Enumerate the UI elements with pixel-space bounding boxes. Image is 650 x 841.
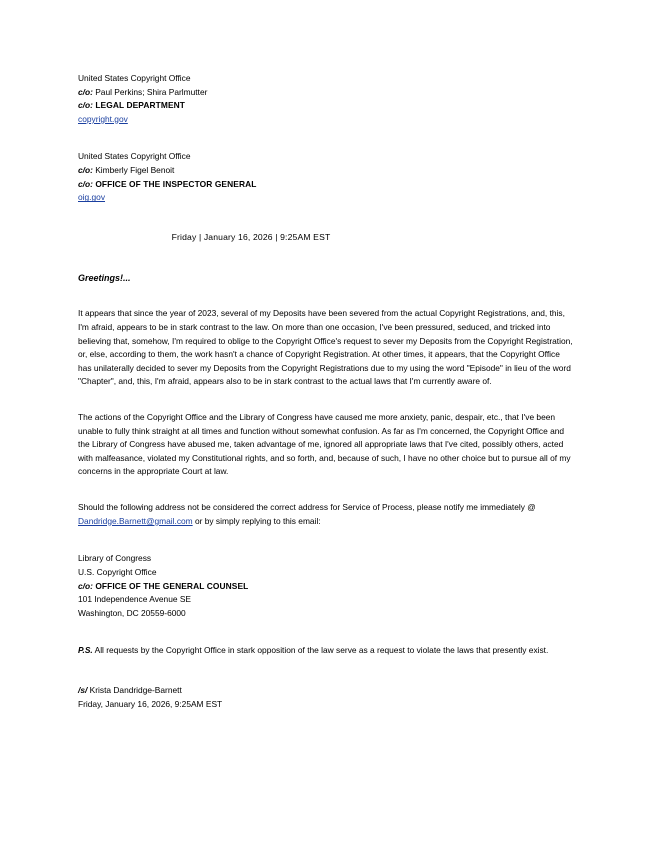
co-label: c/o: <box>78 86 93 97</box>
co-label: c/o: <box>78 580 93 591</box>
recipient-organization: United States Copyright Office <box>78 73 191 83</box>
recipient-attention-line <box>78 164 574 178</box>
block-spacer <box>78 140 574 150</box>
postscript-label: P.S. <box>78 645 93 656</box>
recipient-department: OFFICE OF THE INSPECTOR GENERAL <box>92 178 257 189</box>
oig-gov-link[interactable]: oig.gov <box>78 192 106 203</box>
service-address-line-1: Library of Congress <box>78 553 152 564</box>
service-of-process-notice <box>78 501 574 528</box>
body-paragraph-2: The actions of the Copyright Office and the Library of Congress have caused me more anxiety, panic, despair, etc., that I've been unable to fully think straight at all times and function without somewhat confusion. As far as I'm concerned, the Copyright Office and the Library of Congress have abused me, taken advantage of me, ignored all appropriate laws that I've cited, possibly others, acted with malfeasance, violated my Constitutional rights, and so forth, and, because of such, I have no other choice but to pursue all of my concerns in the appropriate Court at law. <box>78 412 571 477</box>
signature-name: Krista Dandridge-Barnett <box>87 684 182 695</box>
co-label: c/o: <box>78 178 93 189</box>
service-address-department-line <box>78 580 574 594</box>
recipient-block-legal-department <box>78 72 574 126</box>
service-address-department: OFFICE OF THE GENERAL COUNSEL <box>92 580 249 591</box>
recipient-block-inspector-general <box>78 150 574 204</box>
service-address-line-2: U.S. Copyright Office <box>78 566 157 577</box>
notice-text-before-email: Should the following address not be considered the correct address for Service of Process, please notify me immediately @ <box>78 502 536 513</box>
signature-name-line <box>78 684 574 698</box>
body-paragraph-1: It appears that since the year of 2023, several of my Deposits have been severed from the actual Copyright Registrations, and, this, I'm afraid, appears to be in stark contrast to the law. On more than one occasion, I've been pressured, seduced, and tricked into believing that, somehow, I'm required to oblige to the Copyright Office's request to sever my Deposits from the Copyright Registration, or, else, according to them, the work hasn't a chance of Copyright Registration. At other times, it appears, that the Copyright Office has unilaterally decided to sever my Deposits from the Copyright Registrations due to my using the word "Episode" in lieu of the word "Chapter", and, this, I'm afraid, appears also to be in stark contrast to the actual laws that I'm currently aware of. <box>78 308 573 387</box>
postscript <box>78 644 574 658</box>
greeting: Greetings!... <box>78 272 131 283</box>
document-body <box>78 72 574 711</box>
service-address-block <box>78 552 574 620</box>
recipient-attention-line <box>78 86 574 100</box>
recipient-department-line <box>78 178 574 192</box>
service-address-city-state-zip: Washington, DC 20559-6000 <box>78 607 186 618</box>
recipient-department-line <box>78 99 574 113</box>
recipient-organization: United States Copyright Office <box>78 151 191 162</box>
recipient-department: LEGAL DEPARTMENT <box>92 100 186 111</box>
notice-text-after-email: or by simply replying to this email: <box>192 515 321 526</box>
copyright-gov-link[interactable]: copyright.gov <box>78 113 128 124</box>
date-stamp: Friday | January 16, 2026 | 9:25AM EST <box>171 231 331 242</box>
signature-date: Friday, January 16, 2026, 9:25AM EST <box>78 698 223 709</box>
co-label: c/o: <box>78 100 93 111</box>
postscript-text: All requests by the Copyright Office in stark opposition of the law serve as a request to violate the laws that presently exist. <box>92 645 549 656</box>
signature-block <box>78 684 574 711</box>
service-address-street: 101 Independence Avenue SE <box>78 594 192 605</box>
signature-slash-mark: /s/ <box>78 684 88 695</box>
recipient-names: Paul Perkins; Shira Parlmutter <box>92 86 208 97</box>
recipient-names: Kimberly Figel Benoit <box>92 165 175 176</box>
email-link[interactable]: Dandridge.Barnett@gmail.com <box>78 515 193 526</box>
co-label: c/o: <box>78 165 93 176</box>
